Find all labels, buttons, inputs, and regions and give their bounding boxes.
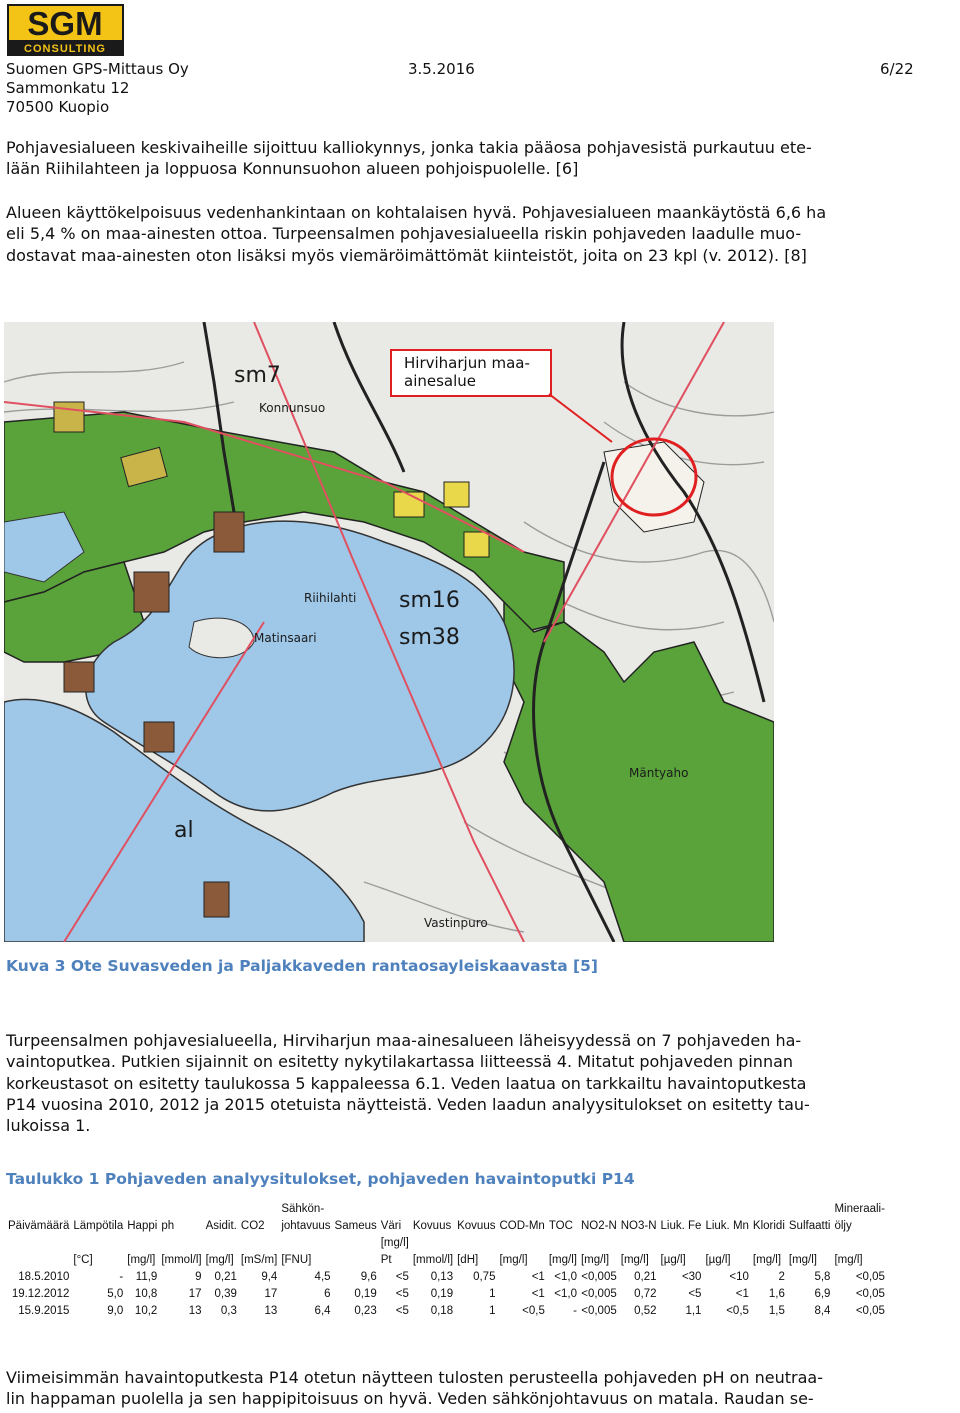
table-header-cell xyxy=(455,1234,497,1251)
table-header-cell: NO3-N xyxy=(620,1219,657,1232)
table-cell: <1,0 xyxy=(554,1287,577,1300)
table-header-cell: Lämpötila xyxy=(73,1219,124,1232)
figure-caption: Kuva 3 Ote Suvasveden ja Paljakkaveden rantaosayleiskaavasta [5] xyxy=(6,957,599,975)
table-cell: <5 xyxy=(395,1270,409,1283)
table-row xyxy=(6,1268,887,1285)
table-cell: <0,005 xyxy=(581,1270,617,1283)
text-line: vaintoputkea. Putkien sijainnit on esitetty nykytilakartassa liitteessä 4. Mitatut pohjaveden pinnan xyxy=(6,1052,794,1072)
table-cell: <0,05 xyxy=(855,1304,885,1317)
table-cell: 5,0 xyxy=(107,1287,124,1300)
table-header-cell: [dH] xyxy=(457,1253,479,1266)
table-header-cell: Päivämäärä xyxy=(8,1219,70,1232)
table-header-cell: Happi xyxy=(127,1219,158,1232)
table-header-cell: NO2-N xyxy=(580,1219,617,1232)
table-header-cell xyxy=(659,1200,704,1217)
table-header-cell: [mg/l] xyxy=(788,1253,818,1266)
map-label-vastinpuro: Vastinpuro xyxy=(424,916,488,930)
paragraph-conclusion xyxy=(6,1367,916,1410)
sgm-consulting-logo xyxy=(7,4,124,56)
text-line: Turpeensalmen pohjavesialueella, Hirviharjun maa-ainesalueen läheisyydessä on 7 pohjaveden ha- xyxy=(6,1031,802,1050)
table-cell: 0,23 xyxy=(354,1304,377,1317)
table-header-cell xyxy=(455,1200,497,1217)
table-cell: 0,72 xyxy=(634,1287,657,1300)
table-header-cell xyxy=(333,1200,379,1217)
table-units-row xyxy=(6,1234,887,1251)
table-cell: 0,19 xyxy=(354,1287,377,1300)
table-header-cell xyxy=(333,1251,379,1268)
table-cell: <0,005 xyxy=(581,1304,617,1317)
table-cell: 19.12.2012 xyxy=(11,1287,70,1300)
table-header-cell: [mS/m] xyxy=(240,1253,278,1266)
table-cell: <1 xyxy=(531,1270,545,1283)
table-header-cell xyxy=(279,1234,332,1251)
table-header-cell: ph xyxy=(161,1219,175,1232)
table-cell: 1 xyxy=(489,1287,496,1300)
paragraph-discharge xyxy=(6,137,916,180)
table-cell: 0,18 xyxy=(430,1304,454,1317)
land-use-map xyxy=(4,322,774,942)
table-cell: 0,21 xyxy=(214,1270,237,1283)
text-line: Pohjavesialueen keskivaiheille sijoittuu kalliokynnys, jonka takia pääosa pohjavesistä purkautuu ete- xyxy=(6,138,812,157)
text-line: P14 vuosina 2010, 2012 ja 2015 otetuista näytteistä. Veden laadun analyysitulokset on esitetty tau- xyxy=(6,1094,810,1114)
company-name: Suomen GPS-Mittaus Oy xyxy=(6,60,189,78)
table-header-cell xyxy=(6,1251,71,1268)
table-header-cell: [mg/l] xyxy=(499,1253,528,1266)
table-header-cell xyxy=(204,1234,239,1251)
table-header-cell xyxy=(832,1234,887,1251)
table-cell: 13 xyxy=(188,1304,202,1317)
table-header-cell xyxy=(6,1200,71,1217)
table-header-cell xyxy=(333,1234,379,1251)
table-header-cell: Väri xyxy=(380,1219,402,1232)
table-header-cell: COD-Mn xyxy=(499,1219,545,1232)
table-cell: 15.9.2015 xyxy=(18,1304,70,1317)
table-cell: 1,6 xyxy=(768,1287,785,1300)
table-cell: 4,5 xyxy=(314,1270,331,1283)
table-header-cell xyxy=(547,1200,579,1217)
text-line: lin happaman puolella ja sen happipitoisuus on hyvä. Veden sähkönjohtavuus on matala. Raudan se- xyxy=(6,1389,814,1409)
table-header-row xyxy=(6,1217,887,1234)
table-cell: 9 xyxy=(195,1270,202,1283)
table-header-cell xyxy=(497,1234,546,1251)
paragraph-land-use xyxy=(6,202,916,266)
table-cell: <1,0 xyxy=(554,1270,577,1283)
map-label-sm16: sm16 xyxy=(399,588,460,613)
table-cell: <0,5 xyxy=(522,1304,545,1317)
table-header-cell: [mg/l] xyxy=(580,1253,610,1266)
text-line: lukoissa 1. xyxy=(6,1116,91,1136)
document-date: 3.5.2016 xyxy=(408,60,475,78)
text-line: korkeustasot on esitetty taulukossa 5 kappaleessa 6.1. Veden laatua on tarkkailtu havaintoputkesta xyxy=(6,1073,807,1093)
table-header-cell: Asidit. xyxy=(205,1219,237,1232)
city-address: 70500 Kuopio xyxy=(6,98,110,116)
map-label-matinsaari: Matinsaari xyxy=(254,631,317,645)
table-header-cell xyxy=(204,1200,239,1217)
table-header-cell xyxy=(787,1234,833,1251)
table-header-cell xyxy=(751,1200,787,1217)
table-header-cell: Sameus xyxy=(334,1219,377,1232)
table-cell: 18.5.2010 xyxy=(18,1270,70,1283)
table-header-cell xyxy=(125,1200,159,1217)
table-header-cell xyxy=(239,1234,279,1251)
table-cell: 10,2 xyxy=(134,1304,158,1317)
table-cell: 9,0 xyxy=(107,1304,124,1317)
text-line: lään Riihilahteen ja loppuosa Konnunsuohon alueen pohjoispuolelle. [6] xyxy=(6,159,579,179)
table-cell: 0,13 xyxy=(430,1270,454,1283)
table-header-cell xyxy=(579,1200,619,1217)
table-cell: 8,4 xyxy=(814,1304,831,1317)
table-cell: 0,75 xyxy=(473,1270,496,1283)
table-cell: <0,005 xyxy=(581,1287,617,1300)
table-header-cell xyxy=(787,1200,833,1217)
map-label-konnunsuo: Konnunsuo xyxy=(259,401,326,415)
table-header-cell xyxy=(619,1234,659,1251)
table-header-cell xyxy=(159,1234,203,1251)
table-cell: 1,5 xyxy=(768,1304,785,1317)
table-header-cell: Kloridi xyxy=(752,1219,785,1232)
table-header-cell xyxy=(751,1234,787,1251)
table-header-cell xyxy=(71,1234,125,1251)
map-label-riihilahti: Riihilahti xyxy=(304,591,357,605)
table-header-cell xyxy=(659,1234,704,1251)
callout-line: Hirviharjun maa- xyxy=(404,354,530,372)
table-header-cell: Sulfaatti xyxy=(788,1219,831,1232)
table-cell: 0,21 xyxy=(634,1270,657,1283)
table-cell: 1,1 xyxy=(685,1304,702,1317)
table-row xyxy=(6,1285,887,1302)
table-units-row xyxy=(6,1251,887,1268)
table-header-cell xyxy=(71,1200,125,1217)
table-cell: <0,05 xyxy=(855,1270,885,1283)
table-cell: <5 xyxy=(395,1304,409,1317)
analysis-results-table xyxy=(6,1200,887,1319)
table-header-cell: CO2 xyxy=(240,1219,265,1232)
table-header-cell xyxy=(411,1234,455,1251)
table-cell: <5 xyxy=(395,1287,409,1300)
table-cell: 6 xyxy=(324,1287,331,1300)
table-header-cell xyxy=(579,1234,619,1251)
table-cell: <1 xyxy=(735,1287,749,1300)
table-cell: - xyxy=(119,1270,124,1283)
svg-text:SGM: SGM xyxy=(27,5,103,42)
table-cell: 0,52 xyxy=(634,1304,657,1317)
table-header-cell xyxy=(125,1234,159,1251)
table-caption: Taulukko 1 Pohjaveden analyysitulokset, pohjaveden havaintoputki P14 xyxy=(6,1170,635,1188)
table-cell: 11,9 xyxy=(135,1270,158,1283)
table-header-cell xyxy=(379,1200,411,1217)
table-cell: 0,3 xyxy=(220,1304,237,1317)
table-header-row xyxy=(6,1200,887,1217)
table-header-cell: TOC xyxy=(548,1219,573,1232)
table-header-cell xyxy=(497,1200,546,1217)
table-cell: 2 xyxy=(778,1270,785,1283)
street-address: Sammonkatu 12 xyxy=(6,79,130,97)
table-cell: <30 xyxy=(681,1270,702,1283)
table-cell: 13 xyxy=(264,1304,278,1317)
table-header-cell: Mineraali- xyxy=(834,1202,885,1215)
text-line: Viimeisimmän havaintoputkesta P14 otetun näytteen tulosten perusteella pohjaveden pH on neutraa- xyxy=(6,1368,823,1387)
map-label-sm38: sm38 xyxy=(399,625,460,650)
table-cell: - xyxy=(573,1304,577,1317)
table-header-cell: [mg/l] xyxy=(620,1253,649,1266)
table-header-cell: [mmol/l] xyxy=(412,1253,454,1266)
table-cell: 6,4 xyxy=(314,1304,331,1317)
table-cell: 9,4 xyxy=(261,1270,278,1283)
text-line: eli 5,4 % on maa-ainesten ottoa. Turpeensalmen pohjavesialueella riskin pohjaveden laadulle muo- xyxy=(6,224,802,244)
table-header-cell: Sähkön- xyxy=(281,1202,325,1215)
table-header-cell xyxy=(703,1200,750,1217)
table-cell: 1 xyxy=(489,1304,496,1317)
table-header-cell: [°C] xyxy=(73,1253,93,1266)
table-header-cell: [mg/l] xyxy=(834,1253,863,1266)
text-line: Alueen käyttökelpoisuus vedenhankintaan on kohtalaisen hyvä. Pohjavesialueen maankäytöstä 6,6 ha xyxy=(6,203,827,222)
table-header-cell xyxy=(159,1200,203,1217)
table-cell: 5,8 xyxy=(814,1270,831,1283)
table-header-cell: Kovuus xyxy=(457,1219,496,1232)
map-label-sm7: sm7 xyxy=(234,363,281,388)
table-header-cell: Liuk. Fe xyxy=(660,1219,702,1232)
map-label-mantyaho: Mäntyaho xyxy=(629,766,689,780)
table-cell: 0,39 xyxy=(214,1287,237,1300)
table-header-cell xyxy=(6,1234,71,1251)
table-cell: 10,8 xyxy=(134,1287,158,1300)
page-number: 6/22 xyxy=(880,60,914,78)
table-header-cell: [µg/l] xyxy=(705,1253,731,1266)
table-header-cell: Pt xyxy=(380,1253,392,1266)
table-cell: <1 xyxy=(531,1287,545,1300)
table-header-cell: [mmol/l] xyxy=(161,1253,202,1266)
table-cell: 9,6 xyxy=(360,1270,377,1283)
table-cell: <5 xyxy=(688,1287,702,1300)
table-row xyxy=(6,1302,887,1319)
table-cell: 0,19 xyxy=(430,1287,454,1300)
table-cell: 17 xyxy=(264,1287,278,1300)
table-header-cell: [mg/l] xyxy=(380,1236,409,1249)
table-header-cell: [mg/l] xyxy=(752,1253,782,1266)
table-header-cell xyxy=(547,1234,579,1251)
callout-line: ainesalue xyxy=(404,372,477,390)
svg-text:CONSULTING: CONSULTING xyxy=(24,43,106,55)
map-label-al: al xyxy=(174,818,194,843)
table-header-cell xyxy=(703,1234,750,1251)
table-header-cell: öljy xyxy=(834,1219,852,1232)
paragraph-observation-wells xyxy=(6,1030,916,1136)
table-header-cell xyxy=(239,1200,279,1217)
table-header-cell: [µg/l] xyxy=(660,1253,686,1266)
table-header-cell: [FNU] xyxy=(281,1253,312,1266)
table-header-cell: [mg/l] xyxy=(205,1253,234,1266)
table-cell: <0,05 xyxy=(855,1287,885,1300)
table-header-cell xyxy=(411,1200,455,1217)
table-header-cell: Kovuus xyxy=(412,1219,452,1232)
table-header-cell xyxy=(619,1200,659,1217)
table-header-cell: johtavuus xyxy=(281,1219,331,1232)
table-cell: <10 xyxy=(729,1270,749,1283)
text-line: dostavat maa-ainesten oton lisäksi myös viemäröimättömät kiinteistöt, joita on 23 kpl (v. 2012). [8] xyxy=(6,245,807,265)
table-header-cell: [mg/l] xyxy=(548,1253,577,1266)
table-cell: 6,9 xyxy=(814,1287,831,1300)
table-header-cell: [mg/l] xyxy=(127,1253,156,1266)
table-cell: 17 xyxy=(188,1287,202,1300)
table-cell: <0,5 xyxy=(726,1304,749,1317)
table-header-cell: Liuk. Mn xyxy=(705,1219,749,1232)
